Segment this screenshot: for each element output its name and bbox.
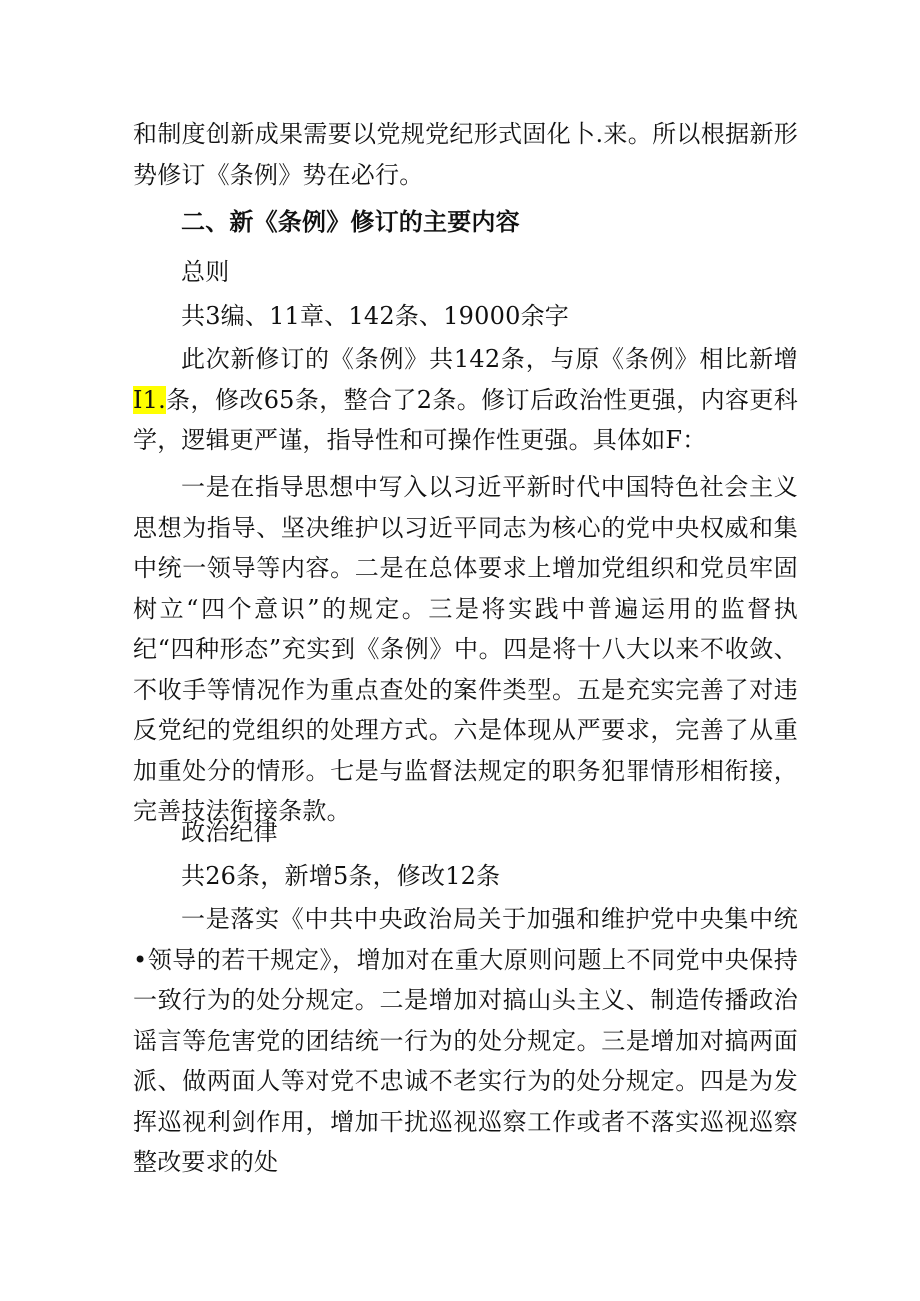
summary-text-after: 条，修改65条，整合了2条。修订后政治性更强，内容更科学，逻辑更严谨，指导性和可操作性更强。具体如F： bbox=[133, 385, 798, 454]
paragraph-summary bbox=[133, 339, 798, 461]
stats-political-discipline: 共26条，新增5条，修改12条 bbox=[181, 862, 501, 890]
summary-text-before: 此次新修订的《条例》共142条，与原《条例》相比新增 bbox=[181, 345, 798, 373]
stats-general: 共3编、11章、142条、19000余字 bbox=[181, 302, 569, 330]
subheading-general: 总则 bbox=[181, 258, 230, 286]
subheading-political-discipline: 政治纪律 bbox=[181, 818, 278, 846]
paragraph-continuation: 和制度创新成果需要以党规党纪形式固化卜.来。所以根据新形势修订《条例》势在必行。 bbox=[133, 120, 798, 189]
section-heading: 二、新《条例》修订的主要内容 bbox=[181, 208, 520, 236]
paragraph-general-detail: 一是在指导思想中写入以习近平新时代中国特色社会主义思想为指导、坚决维护以习近平同志为核心的党中央权威和集中统一领导等内容。二是在总体要求上增加党组织和党员牢固树立“四个意识”的规定。三是将实践中普遍运用的监督执纪“四种形态”充实到《条例》中。四是将十八大以来不收敛、不收手等情况作为重点查处的案件类型。五是充实完善了对违反党纪的党组织的处理方式。六是体现从严要求，完善了从重加重处分的情形。七是与监督法规定的职务犯罪情形相衔接，完善技法衔接条款。 bbox=[133, 473, 798, 825]
highlighted-text: I1. bbox=[133, 385, 166, 414]
paragraph-political-detail: 一是落实《中共中央政治局关于加强和维护党中央集中统•领导的若干规定》，增加对在重大原则问题上不同党中央保持一致行为的处分规定。二是增加对搞山头主义、制造传播政治谣言等危害党的团结统一行为的处分规定。三是增加对搞两面派、做两面人等对党不忠诚不老实行为的处分规定。四是为发挥巡视利剑作用，增加干扰巡视巡察工作或者不落实巡视巡察整改要求的处 bbox=[133, 905, 798, 1176]
